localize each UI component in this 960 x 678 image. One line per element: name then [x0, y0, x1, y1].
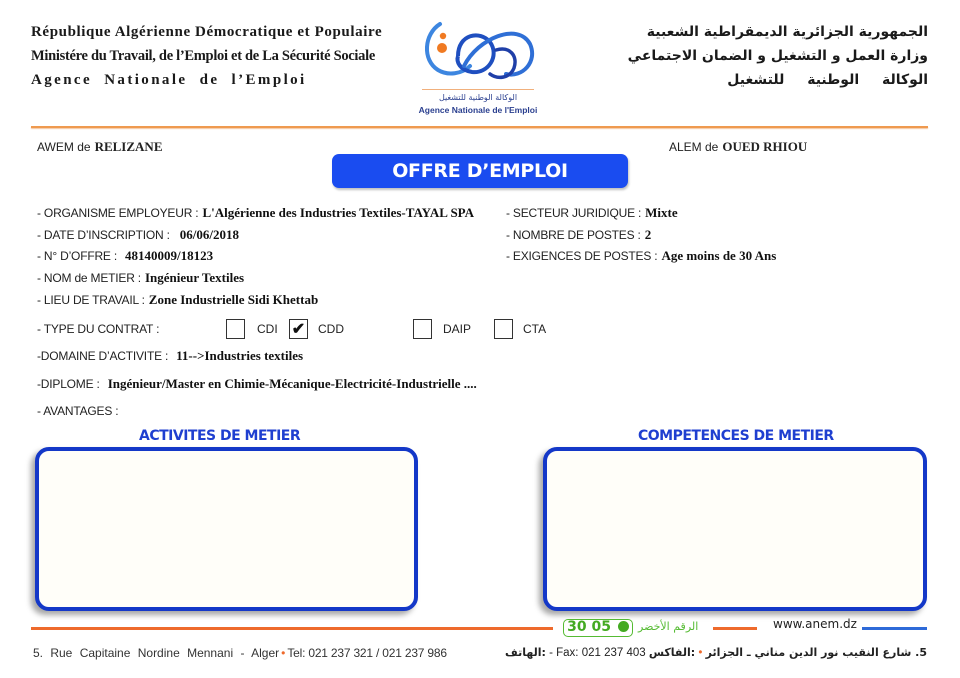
awem-label: AWEM de — [37, 140, 91, 154]
field-diplome — [37, 375, 477, 393]
header-ar-line-1: الجمهورية الجزائرية الديمقراطية الشعبية — [646, 24, 928, 40]
anem-logo-icon — [418, 16, 538, 88]
field-secteur-juridique — [506, 204, 678, 222]
field-nombre-postes — [506, 226, 651, 244]
field-value: 06/06/2018 — [179, 227, 239, 242]
field-value: L'Algérienne des Industries Textiles-TAYAL SPA — [202, 205, 475, 220]
checkbox-daip[interactable] — [413, 319, 432, 339]
green-number-badge — [563, 619, 633, 637]
field-value: Ingénieur Textiles — [144, 270, 245, 285]
logo-french-name: Agence Nationale de l'Emploi — [418, 105, 538, 115]
phone-icon — [618, 621, 629, 632]
checkbox-cdi[interactable] — [226, 319, 245, 339]
field-value: 2 — [644, 227, 652, 242]
header-fr-line-3: Agence Nationale de l’Emploi — [31, 72, 307, 88]
field-label: - DATE D’INSCRIPTION : — [37, 228, 170, 242]
footer-address-ar — [472, 646, 927, 659]
field-nom-metier — [37, 269, 244, 287]
field-exigences-postes — [506, 247, 776, 265]
field-domaine-activite — [37, 347, 303, 365]
footer-rule-orange-left — [31, 627, 553, 630]
header-french — [31, 20, 382, 92]
field-label: - SECTEUR JURIDIQUE : — [506, 206, 642, 220]
header-arabic — [628, 20, 928, 92]
field-label: -DOMAINE D’ACTIVITE : — [37, 349, 169, 363]
address-fr: 5. Rue Capitaine Nordine Mennani - Alger — [33, 646, 280, 660]
field-label: - EXIGENCES DE POSTES : — [506, 249, 658, 263]
field-label: - NOMBRE DE POSTES : — [506, 228, 641, 242]
field-value: Ingénieur/Master en Chimie-Mécanique-Electricité-Industrielle .... — [107, 376, 477, 391]
checkbox-cdd-label: CDD — [318, 322, 344, 336]
checkbox-cta-label: CTA — [523, 322, 547, 336]
green-number: 30 05 — [567, 619, 611, 635]
page-title: OFFRE D’EMPLOI — [332, 154, 628, 188]
field-lieu-travail — [37, 291, 318, 309]
competences-title: COMPETENCES DE METIER — [638, 428, 834, 444]
awem-value: RELIZANE — [94, 139, 163, 154]
address-ar: 5. شارع النقيب نور الدين مناني ـ الجزائر — [705, 646, 927, 659]
tel-label-ar: الهاتف: — [504, 646, 546, 659]
checkbox-cta[interactable] — [494, 319, 513, 339]
header-fr-line-2: Ministére du Travail, de l’Emploi et de La Sécurité Sociale — [31, 48, 375, 64]
logo-separator — [422, 89, 534, 90]
anem-logo — [418, 16, 538, 120]
field-numero-offre — [37, 247, 213, 265]
header-fr-line-1: République Algérienne Démocratique et Populaire — [31, 24, 383, 40]
field-label: - ORGANISME EMPLOYEUR : — [37, 206, 199, 220]
field-value: Age moins de 30 Ans — [661, 248, 777, 263]
field-avantages — [37, 402, 122, 420]
logo-arabic-name: الوكالة الوطنية للتشغيل — [438, 93, 518, 102]
header-ar-line-3: الوكالة الوطنية للتشغيل — [727, 72, 928, 88]
header-divider — [31, 126, 928, 128]
checkbox-daip-label: DAIP — [443, 322, 472, 336]
alem-info — [669, 139, 807, 155]
field-label: - N° D’OFFRE : — [37, 249, 117, 263]
fax-label-ar: الفاكس: — [648, 646, 696, 659]
website-link[interactable]: www.anem.dz — [773, 617, 857, 631]
fax: - Fax: 021 237 403 — [549, 647, 646, 659]
alem-label: ALEM de — [669, 140, 719, 154]
contract-type-label: - TYPE DU CONTRAT : — [37, 322, 160, 336]
green-number-label: الرقم الأخضر — [638, 620, 699, 633]
field-label: - LIEU DE TRAVAIL : — [37, 293, 145, 307]
header-ar-line-2: وزارة العمل و التشغيل و الضمان الاجتماعي — [627, 48, 928, 64]
field-value: Mixte — [645, 205, 678, 220]
field-label: -DIPLOME : — [37, 377, 100, 391]
field-value: 48140009/18123 — [125, 248, 214, 263]
activites-box[interactable] — [35, 447, 418, 611]
awem-info — [37, 139, 163, 155]
footer-rule-blue — [862, 627, 927, 630]
field-label: - AVANTAGES : — [37, 404, 119, 418]
field-date-inscription — [37, 226, 239, 244]
checkbox-cdi-label: CDI — [257, 322, 278, 336]
field-value: 11-->Industries textiles — [176, 348, 304, 363]
activites-title: ACTIVITES DE METIER — [139, 428, 301, 444]
field-organisme — [37, 204, 474, 222]
field-value: Zone Industrielle Sidi Khettab — [148, 292, 319, 307]
competences-box[interactable] — [543, 447, 927, 611]
footer-rule-orange-right — [713, 627, 757, 630]
telephone: Tel: 021 237 321 / 021 237 986 — [287, 646, 447, 660]
footer-address-fr — [33, 646, 447, 660]
bullet-dot: • — [281, 646, 286, 660]
field-label: - NOM de METIER : — [37, 271, 141, 285]
checkbox-cdd[interactable]: ✔ — [289, 319, 308, 339]
alem-value: OUED RHIOU — [722, 139, 808, 154]
bullet-dot: • — [698, 647, 703, 659]
